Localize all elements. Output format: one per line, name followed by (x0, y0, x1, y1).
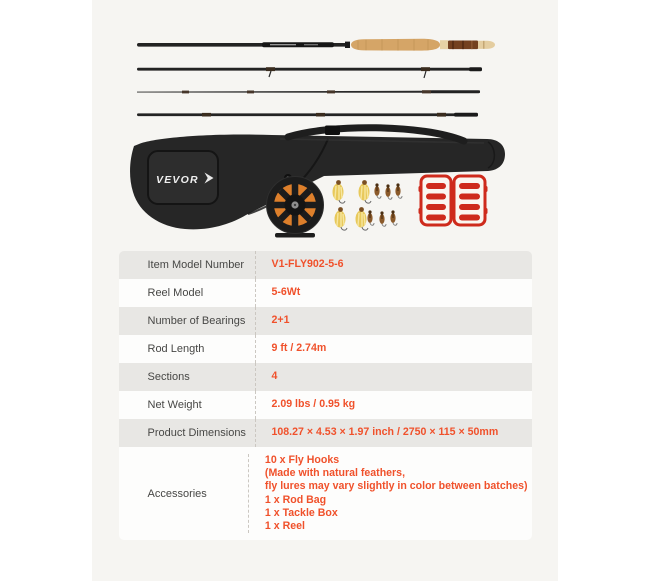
tackle-box-icon (419, 176, 488, 225)
product-photo (92, 0, 558, 251)
content-panel (92, 0, 558, 581)
product-photo-illustration (92, 0, 558, 251)
rod-section-tip-icon (137, 90, 480, 93)
fly-lures-icon (333, 180, 403, 230)
spec-label: Net Weight (147, 399, 202, 411)
accessory-line: 1 x Reel (264, 520, 305, 533)
spec-value: 5-6Wt (255, 279, 532, 307)
spec-label: Reel Model (147, 287, 204, 299)
spec-row-rod-length (119, 335, 532, 363)
accessory-line: (Made with natural feathers, (264, 467, 406, 480)
spec-value: V1-FLY902-5-6 (255, 251, 532, 279)
spec-value: 2.09 lbs / 0.95 kg (255, 391, 532, 419)
spec-label: Sections (147, 371, 190, 383)
spec-table (119, 251, 532, 540)
spec-row-accessories (119, 447, 532, 540)
spec-row-net-weight (119, 391, 532, 419)
accessory-line: fly lures may vary slightly in color between batches) (264, 480, 528, 493)
spec-row-number-of-bearings (119, 307, 532, 335)
spec-value: 9 ft / 2.74m (255, 335, 532, 363)
spec-row-reel-model (119, 279, 532, 307)
rod-section-mid-icon (137, 67, 482, 78)
rod-section-butt-icon (137, 113, 478, 117)
spec-value (248, 454, 532, 533)
spec-label: Accessories (147, 487, 207, 500)
spec-label: Rod Length (147, 343, 205, 355)
spec-row-product-dimensions (119, 419, 532, 447)
spec-label: Item Model Number (147, 259, 245, 271)
spec-label: Product Dimensions (147, 427, 246, 439)
bag-logo-text: VEVOR (156, 174, 199, 186)
spec-row-sections (119, 363, 532, 391)
spec-value: 4 (255, 363, 532, 391)
spec-value: 2+1 (255, 307, 532, 335)
accessory-line: 10 x Fly Hooks (264, 454, 340, 466)
spec-label: Number of Bearings (147, 315, 246, 327)
accessory-line: 1 x Tackle Box (264, 506, 338, 519)
strap-buckle (325, 126, 340, 136)
spec-value: 108.27 × 4.53 × 1.97 inch / 2750 × 115 × 50mm (255, 419, 532, 447)
spec-row-item-model-number (119, 251, 532, 279)
rod-section-handle-icon (137, 39, 495, 51)
accessory-line: 1 x Rod Bag (264, 493, 327, 506)
